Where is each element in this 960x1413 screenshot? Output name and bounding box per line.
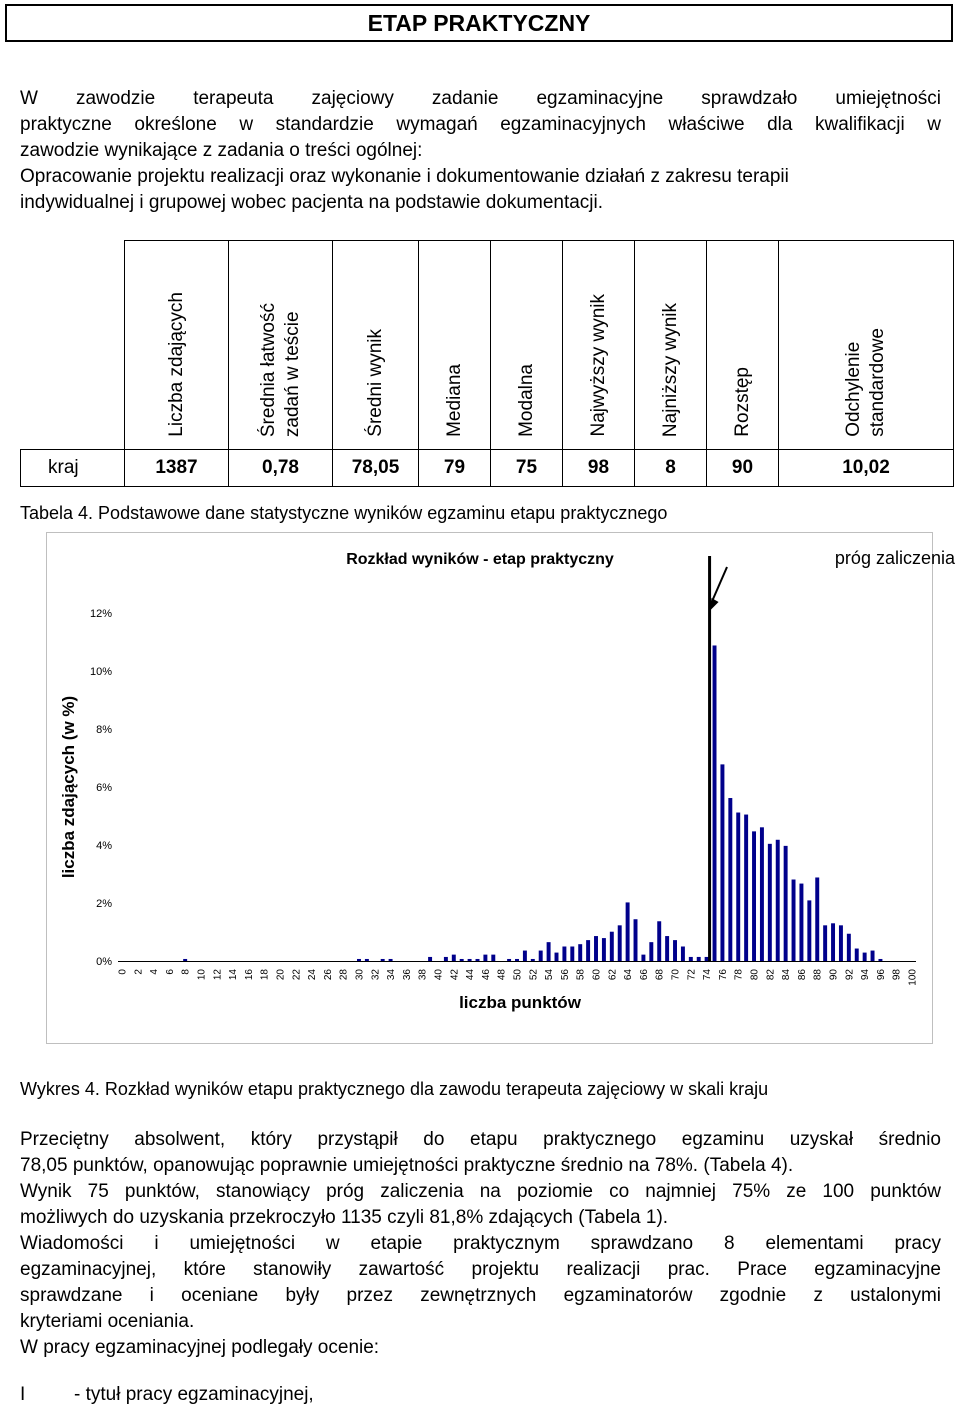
stats-value-cell: 90 (707, 450, 779, 487)
x-tick-label: 56 (559, 969, 571, 981)
stats-header-text: Najniższy wynik (659, 302, 681, 437)
chart-bar (578, 944, 582, 961)
stats-value-cell: 0,78 (229, 450, 333, 487)
x-tick-label: 26 (322, 969, 334, 981)
intro-line: zawodzie wynikające z zadania o treści ogólnej: (20, 140, 423, 161)
x-tick-label: 78 (733, 969, 745, 981)
x-tick-label: 98 (891, 969, 903, 981)
chart-bar (531, 959, 535, 961)
stats-header-text: Mediana (443, 364, 465, 437)
y-tick-label: 6% (96, 782, 112, 794)
x-tick-label: 0 (117, 969, 129, 975)
x-tick-label: 62 (607, 969, 619, 981)
y-axis-label: liczba zdających (w %) (59, 695, 78, 879)
x-tick-label: 52 (528, 969, 540, 981)
stats-header-text: Modalna (515, 364, 537, 437)
chart-bar (428, 957, 432, 961)
x-tick-label: 80 (749, 969, 761, 981)
body-line: Wynik 75 punktów, stanowiący próg zaliczenia na poziomie co najmniej 75% ze 100 punktów (20, 1181, 941, 1202)
chart-bar (357, 959, 361, 961)
body-line: kryteriami oceniania. (20, 1311, 195, 1332)
x-tick-label: 88 (812, 969, 824, 981)
chart-bar (491, 955, 495, 961)
x-tick-label: 92 (844, 969, 856, 981)
body-line: 78,05 punktów, opanowując poprawnie umiejętności praktyczne średnio na 78%. (Tabela 4). (20, 1155, 794, 1176)
x-tick-label: 20 (275, 969, 287, 981)
chart-bar (752, 831, 756, 961)
x-tick-label: 100 (907, 969, 919, 986)
chart-bar (776, 840, 780, 961)
x-tick-label: 14 (228, 969, 240, 981)
stats-value-cell: 98 (563, 450, 635, 487)
x-tick-label: 16 (243, 969, 255, 981)
stats-value-cell: 75 (491, 450, 563, 487)
intro-line: W zawodzie terapeuta zajęciowy zadanie egzaminacyjne sprawdzało umiejętności (20, 88, 941, 109)
x-tick-label: 34 (386, 969, 398, 981)
x-axis-label: liczba punktów (459, 993, 581, 1012)
threshold-label: próg zaliczenia (834, 548, 955, 568)
stats-header-text: Średnia łatwość zadań w teście (257, 302, 303, 437)
x-tick-label: 40 (433, 969, 445, 981)
chart-bar (855, 949, 859, 961)
x-tick-label: 64 (623, 969, 635, 981)
x-tick-label: 66 (638, 969, 650, 981)
chart-bar (697, 957, 701, 961)
x-tick-label: 68 (654, 969, 666, 981)
chart-bar (713, 645, 717, 961)
chart-bar (689, 957, 693, 961)
body-line: Przeciętny absolwent, który przystąpił do etapu praktycznego egzaminu uzyskał średnio (20, 1129, 941, 1150)
stats-header-text: Odchylenie standardowe (843, 328, 888, 437)
x-tick-label: 50 (512, 969, 524, 981)
chart-bar (657, 921, 661, 961)
x-tick-label: 48 (496, 969, 508, 981)
x-tick-label: 58 (575, 969, 587, 981)
x-tick-label: 32 (370, 969, 382, 981)
body-line: W pracy egzaminacyjnej podlegały ocenie: (20, 1337, 380, 1358)
chart-bar (618, 925, 622, 961)
chart-bar (539, 951, 543, 961)
intro-line: indywidualnej i grupowej wobec pacjenta na podstawie dokumentacji. (20, 192, 604, 213)
chart-bar (389, 959, 393, 961)
x-tick-label: 42 (449, 969, 461, 981)
x-tick-label: 30 (354, 969, 366, 981)
x-tick-label: 6 (164, 969, 176, 975)
x-tick-label: 44 (465, 969, 477, 981)
chart-bar (476, 959, 480, 961)
table-caption: Tabela 4. Podstawowe dane statystyczne wyników egzaminu etapu praktycznego (20, 503, 668, 523)
chart-bar (815, 877, 819, 961)
chart-bar (570, 947, 574, 962)
x-tick-label: 76 (717, 969, 729, 981)
chart-bar (594, 936, 598, 961)
x-tick-label: 96 (875, 969, 887, 981)
body-line: możliwych do uzyskania przekroczyło 1135 czyli 81,8% zdających (Tabela 1). (20, 1207, 669, 1228)
x-tick-label: 54 (544, 969, 556, 981)
chart-bar (183, 959, 187, 961)
x-tick-label: 90 (828, 969, 840, 981)
y-tick-label: 12% (89, 608, 112, 620)
x-tick-label: 2 (133, 969, 145, 975)
x-tick-label: 82 (765, 969, 777, 981)
x-tick-label: 84 (781, 969, 793, 981)
stats-row-label: kraj (21, 450, 125, 487)
x-tick-label: 94 (860, 969, 872, 981)
chart-bar (649, 942, 653, 961)
chart-bar (665, 936, 669, 961)
chart-bar (523, 951, 527, 961)
x-tick-label: 36 (401, 969, 413, 981)
chart-caption: Wykres 4. Rozkład wyników etapu praktycznego dla zawodu terapeuta zajęciowy w skali kraju (20, 1079, 769, 1099)
stats-header-text: Najwyższy wynik (587, 294, 609, 437)
chart-bar (562, 947, 566, 962)
chart-bar (839, 925, 843, 961)
chart-bar (760, 827, 764, 961)
x-tick-label: 12 (212, 969, 224, 981)
chart-bar (681, 947, 685, 962)
body-paragraph (20, 1127, 941, 1361)
x-tick-label: 74 (702, 969, 714, 981)
chart-bar (863, 953, 867, 961)
chart-bar (673, 940, 677, 961)
section-title-text: ETAP PRAKTYCZNY (367, 9, 591, 36)
stats-value-cell: 79 (419, 450, 491, 487)
chart-bar (555, 953, 559, 961)
intro-line: Opracowanie projektu realizacji oraz wykonanie i dokumentowanie działań z zakresu terapii (20, 166, 789, 187)
chart-bar (483, 955, 487, 961)
chart-bar (728, 798, 732, 961)
chart-bar (452, 955, 456, 961)
chart-bar (460, 959, 464, 961)
y-tick-label: 0% (96, 956, 112, 968)
chart-bar (768, 844, 772, 961)
chart-bar (626, 902, 630, 961)
list-item-text: - tytuł pracy egzaminacyjnej, (74, 1384, 314, 1405)
chart-bar (847, 934, 851, 961)
chart-bar (736, 813, 740, 961)
stats-header-text: Rozstęp (731, 367, 753, 437)
stats-value-cell: 10,02 (779, 450, 954, 487)
chart-bar (705, 957, 709, 961)
x-tick-label: 38 (417, 969, 429, 981)
chart-bar (871, 951, 875, 961)
x-tick-label: 28 (338, 969, 350, 981)
list-item-number: I (20, 1384, 26, 1405)
chart-bar (610, 932, 614, 961)
body-line: sprawdzane i oceniane były przez zewnętrznych egzaminatorów zgodnie z ustalonymi (20, 1285, 941, 1306)
y-tick-label: 2% (96, 898, 112, 910)
chart-bar (365, 959, 369, 961)
stats-header-text: Średni wynik (364, 329, 386, 437)
y-tick-label: 8% (96, 724, 112, 736)
y-tick-label: 10% (89, 666, 112, 678)
x-tick-label: 8 (180, 969, 192, 975)
chart-bar (634, 919, 638, 961)
stats-header-text: Liczba zdających (165, 292, 187, 437)
chart-bar (878, 959, 882, 961)
x-tick-label: 10 (196, 969, 208, 981)
stats-value-cell: 8 (635, 450, 707, 487)
chart-bar (784, 846, 788, 961)
chart-bar (381, 959, 385, 961)
x-tick-label: 70 (670, 969, 682, 981)
x-tick-label: 46 (480, 969, 492, 981)
chart-bar (468, 959, 472, 961)
x-tick-label: 4 (149, 969, 161, 975)
chart-bar (586, 940, 590, 961)
intro-line: praktyczne określone w standardzie wymagań egzaminacyjnych właściwe dla kwalifikacji w (20, 114, 941, 135)
chart-bar (515, 959, 519, 961)
chart-bar (799, 884, 803, 961)
x-tick-label: 22 (291, 969, 303, 981)
x-tick-label: 24 (307, 969, 319, 981)
criteria-list-item (20, 1384, 314, 1406)
stats-value-cell: 78,05 (333, 450, 419, 487)
chart-bar (444, 957, 448, 961)
chart-title: Rozkład wyników - etap praktyczny (346, 551, 614, 568)
x-tick-label: 18 (259, 969, 271, 981)
x-tick-label: 72 (686, 969, 698, 981)
chart-bar (807, 900, 811, 961)
stats-value-cell: 1387 (125, 450, 229, 487)
chart-bar (831, 923, 835, 961)
chart-bar (641, 955, 645, 961)
x-tick-label: 60 (591, 969, 603, 981)
body-line: egzaminacyjnej, które stanowiły zawartość projektu realizacji prac. Prace egzaminacyjne (20, 1259, 941, 1280)
chart-bar (792, 880, 796, 961)
x-tick-label: 86 (796, 969, 808, 981)
chart-bar (744, 815, 748, 961)
chart-bar (507, 959, 511, 961)
chart-bar (547, 942, 551, 961)
chart-bar (823, 925, 827, 961)
y-tick-label: 4% (96, 840, 112, 852)
chart-bar (602, 938, 606, 961)
chart-bar (720, 764, 724, 961)
body-line: Wiadomości i umiejętności w etapie praktycznym sprawdzano 8 elementami pracy (20, 1233, 941, 1254)
